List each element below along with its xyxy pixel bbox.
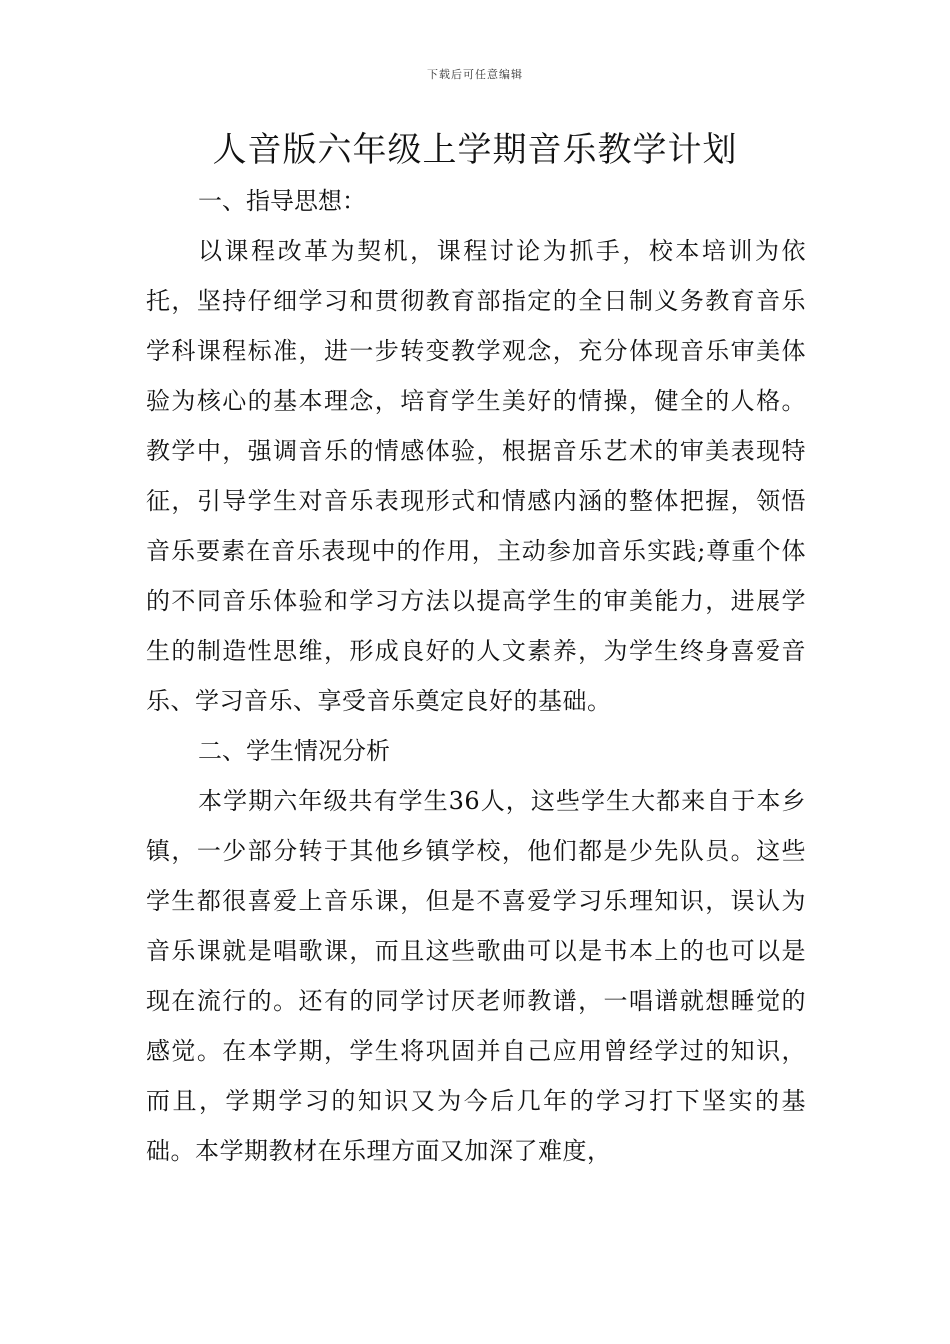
section-paragraph-student-analysis: 本学期六年级共有学生36人，这些学生大都来自于本乡镇，一少部分转于其他乡镇学校，他们都是少先队员。这些学生都很喜爱上音乐课，但是不喜爱学习乐理知识，误认为音乐课就是唱歌课，而且这些歌曲可以是书本上的也可以是现在流行的。还有的同学讨厌老师教谱，一唱谱就想睡觉的感觉。在本学期，学生将巩固并自己应用曾经学过的知识，而且，学期学习的知识又为今后几年的学习打下坚实的基础。本学期教材在乐理方面又加深了难度， <box>146 787 806 1165</box>
section-paragraph-guiding-thought: 以课程改革为契机，课程讨论为抓手，校本培训为依托，坚持仔细学习和贯彻教育部指定的全日制义务教育音乐学科课程标准，进一步转变教学观念，充分体现音乐审美体验为核心的基本理念，培育学生美好的情操，健全的人格。教学中，强调音乐的情感体验，根据音乐艺术的审美表现特征，引导学生对音乐表现形式和情感内涵的整体把握，领悟音乐要素在音乐表现中的作用，主动参加音乐实践;尊重个体的不同音乐体验和学习方法以提高学生的审美能力，进展学生的制造性思维，形成良好的人文素养，为学生终身喜爱音乐、学习音乐、享受音乐奠定良好的基础。 <box>146 237 806 715</box>
section-heading-guiding-thought: 一、指导思想： <box>198 187 366 215</box>
document-body <box>146 176 806 1176</box>
section-heading-student-analysis: 二、学生情况分析 <box>198 737 390 765</box>
header-note: 下载后可任意编辑 <box>427 68 523 81</box>
document-title: 人音版六年级上学期音乐教学计划 <box>212 130 738 170</box>
